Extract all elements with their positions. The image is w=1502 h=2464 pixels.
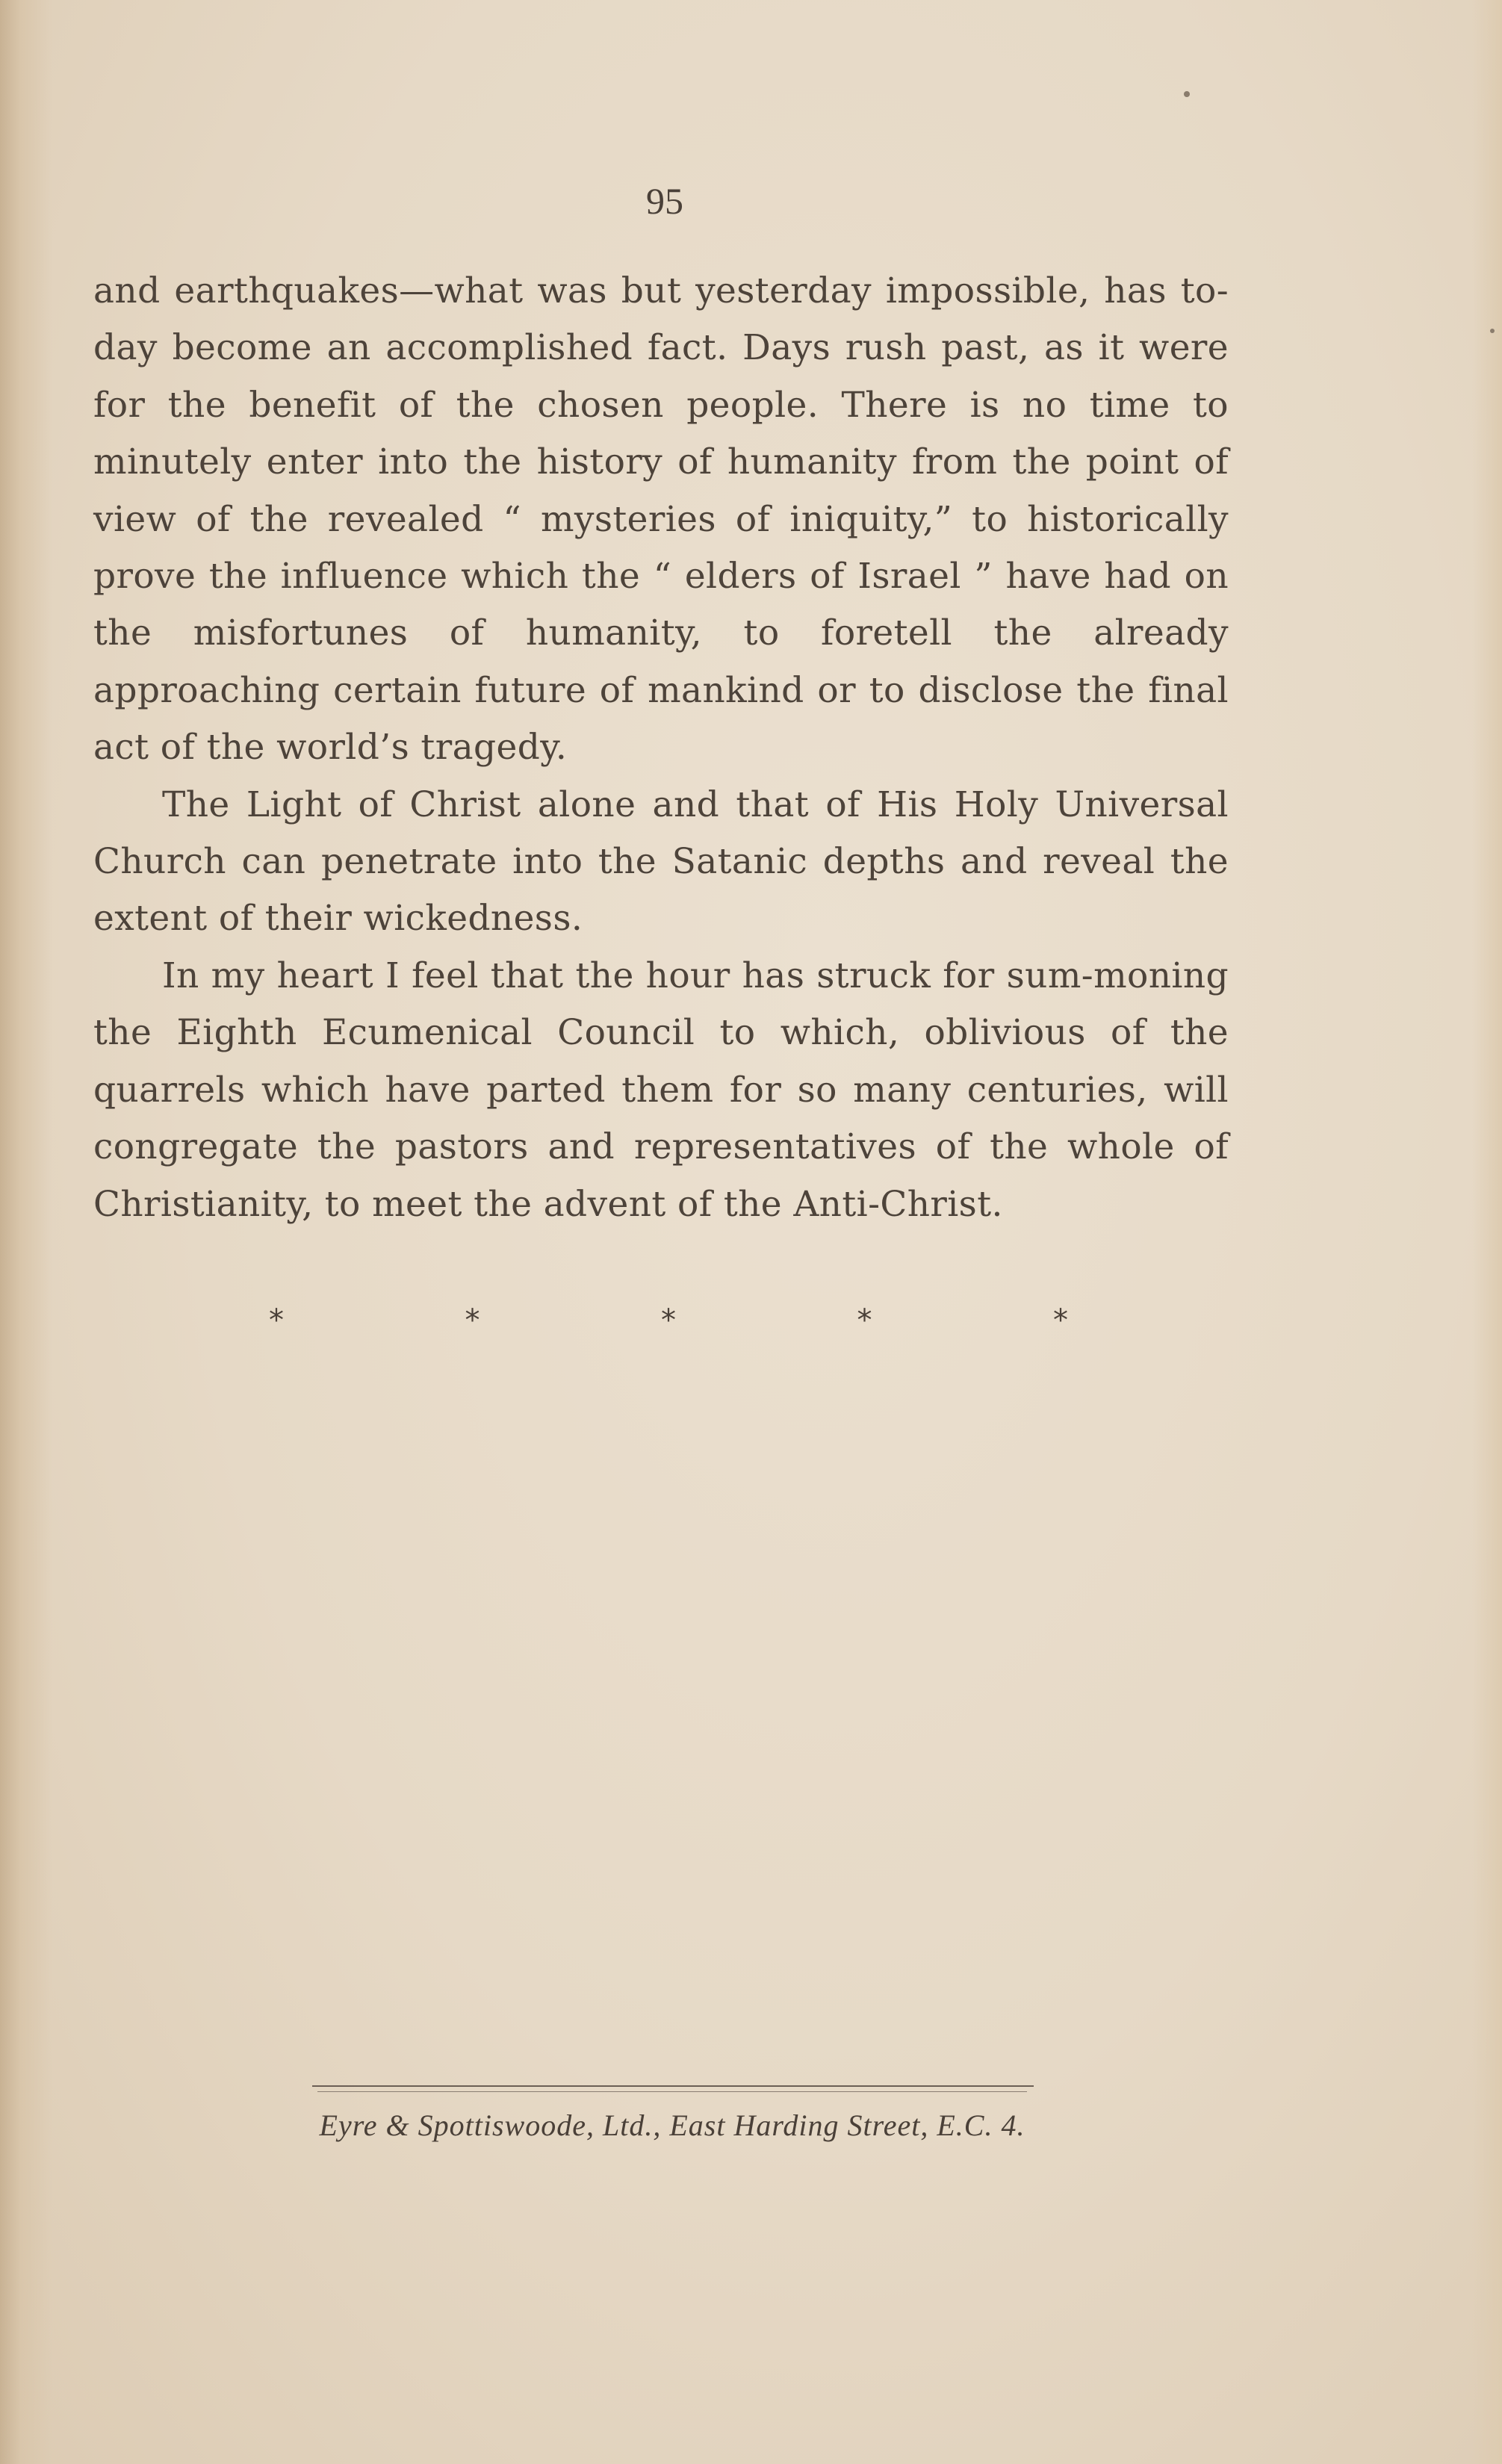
imprint-rule <box>312 2085 1034 2087</box>
page-right-edge-shading <box>1472 0 1502 2464</box>
section-break <box>269 1303 1068 1338</box>
paper-speck <box>1184 91 1190 97</box>
section-break-asterisk: * <box>269 1303 284 1338</box>
page-number: 95 <box>646 180 683 222</box>
paragraph-3: In my heart I feel that the hour has struck for sum-moning the Eighth Ecumenical Council to which, oblivious of the quarrels which have parted them for so many centuries, will congregate the pastors and representatives of the whole of Christianity, to meet the advent of the Anti-Christ. <box>93 955 1229 1225</box>
body-text <box>93 263 1229 1233</box>
imprint-rule-secondary <box>317 2091 1027 2092</box>
section-break-asterisk: * <box>857 1303 872 1338</box>
paragraph-1: and earthquakes—what was but yesterday impossible, has to-day become an accomplished fact. Days rush past, as it were for the benefit of the chosen people. There is no time to minutely enter into the history of humanity from the point of view of the revealed “ mysteries of iniquity,” to historically prove the influence which the “ elders of Israel ” have had on the misfortunes of humanity, to foretell the already approaching certain future of mankind or to disclose the final act of the world’s tragedy. <box>93 270 1229 769</box>
section-break-asterisk: * <box>1053 1303 1068 1338</box>
paper-speck <box>1490 329 1495 333</box>
section-break-asterisk: * <box>465 1303 480 1338</box>
section-break-asterisk: * <box>661 1303 676 1338</box>
page-left-edge-shading <box>0 0 52 2464</box>
paragraph-2: The Light of Christ alone and that of His Holy Universal Church can penetrate into the Satanic depths and reveal the extent of their wickedness. <box>93 783 1229 940</box>
printer-imprint: Eyre & Spottiswoode, Ltd., East Harding Street, E.C. 4. <box>319 2108 1025 2142</box>
